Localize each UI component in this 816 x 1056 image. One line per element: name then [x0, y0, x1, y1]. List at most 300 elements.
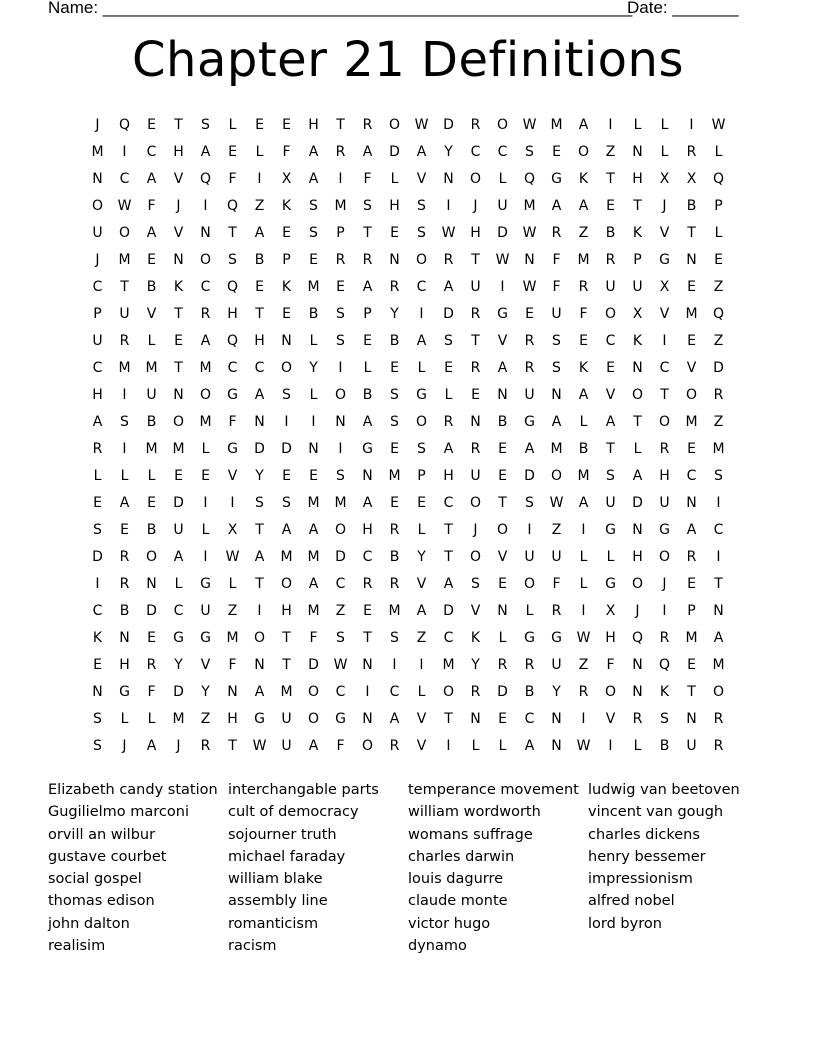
- grid-letter: B: [146, 279, 157, 295]
- grid-letter: E: [120, 522, 129, 538]
- grid-letter: R: [389, 522, 400, 538]
- grid-letter: B: [686, 198, 697, 214]
- grid-letter: R: [389, 738, 400, 754]
- grid-letter: R: [470, 441, 481, 457]
- grid-letter: M: [334, 495, 347, 511]
- grid-letter: M: [307, 495, 320, 511]
- word-list-item: vincent van gough: [588, 804, 724, 821]
- grid-letter: E: [390, 360, 399, 376]
- grid-letter: H: [470, 225, 481, 241]
- grid-letter: A: [254, 549, 265, 565]
- grid-letter: T: [282, 630, 291, 646]
- grid-letter: I: [419, 306, 424, 322]
- grid-letter: T: [687, 684, 696, 700]
- grid-letter: R: [524, 360, 535, 376]
- grid-letter: S: [336, 306, 345, 322]
- grid-letter: L: [201, 441, 210, 457]
- grid-letter: F: [606, 657, 615, 673]
- grid-letter: M: [91, 144, 104, 160]
- grid-letter: I: [122, 441, 127, 457]
- grid-letter: U: [605, 495, 616, 511]
- word-list-item: interchangable parts: [228, 782, 379, 798]
- grid-letter: A: [605, 414, 616, 430]
- grid-letter: T: [282, 657, 291, 673]
- word-list-column-2: [228, 779, 379, 957]
- grid-letter: E: [714, 252, 723, 268]
- grid-letter: E: [471, 387, 480, 403]
- grid-letter: K: [632, 333, 643, 349]
- grid-letter: K: [92, 630, 103, 646]
- grid-letter: O: [307, 684, 320, 700]
- grid-letter: A: [443, 576, 454, 592]
- grid-letter: Z: [578, 225, 589, 241]
- grid-letter: C: [524, 711, 535, 727]
- grid-letter: L: [417, 360, 426, 376]
- word-list-item: cult of democracy: [228, 804, 359, 821]
- grid-letter: L: [147, 333, 156, 349]
- grid-letter: I: [662, 603, 667, 619]
- grid-letter: T: [687, 225, 696, 241]
- grid-letter: A: [173, 549, 184, 565]
- grid-letter: B: [119, 603, 130, 619]
- grid-letter: C: [443, 630, 454, 646]
- grid-letter: N: [524, 252, 535, 268]
- grid-letter: T: [444, 522, 453, 538]
- grid-letter: J: [473, 198, 478, 214]
- grid-letter: R: [443, 252, 454, 268]
- grid-letter: E: [93, 657, 102, 673]
- grid-letter: N: [146, 576, 157, 592]
- grid-letter: C: [92, 279, 103, 295]
- word-list-item: romanticism: [228, 915, 319, 932]
- grid-letter: T: [255, 522, 264, 538]
- grid-letter: J: [176, 738, 181, 754]
- grid-letter: R: [632, 711, 643, 727]
- grid-letter: E: [606, 360, 615, 376]
- grid-letter: R: [335, 144, 346, 160]
- grid-letter: I: [230, 495, 235, 511]
- grid-letter: E: [525, 306, 534, 322]
- grid-letter: U: [524, 387, 535, 403]
- word-list-column-4: [588, 779, 740, 935]
- grid-letter: O: [118, 225, 131, 241]
- grid-letter: L: [579, 576, 588, 592]
- grid-letter: L: [201, 522, 210, 538]
- grid-letter: V: [659, 306, 670, 322]
- grid-letter: Q: [226, 279, 239, 295]
- grid-letter: U: [119, 306, 130, 322]
- grid-letter: P: [336, 225, 345, 241]
- grid-letter: L: [660, 117, 669, 133]
- grid-letter: N: [686, 495, 697, 511]
- grid-letter: A: [200, 144, 211, 160]
- grid-letter: C: [497, 144, 508, 160]
- word-list-item: sojourner truth: [228, 826, 337, 843]
- grid-letter: I: [662, 333, 667, 349]
- grid-letter: M: [118, 252, 131, 268]
- grid-letter: T: [660, 387, 669, 403]
- grid-letter: N: [173, 252, 184, 268]
- grid-letter: N: [254, 657, 265, 673]
- grid-letter: T: [174, 306, 183, 322]
- grid-letter: E: [147, 117, 156, 133]
- grid-letter: G: [524, 630, 535, 646]
- grid-letter: L: [525, 603, 534, 619]
- grid-letter: W: [225, 549, 240, 565]
- grid-letter: N: [254, 414, 265, 430]
- grid-letter: A: [200, 333, 211, 349]
- grid-letter: R: [578, 279, 589, 295]
- grid-letter: V: [497, 549, 508, 565]
- grid-letter: B: [578, 441, 589, 457]
- grid-letter: Z: [578, 657, 589, 673]
- grid-letter: O: [523, 576, 536, 592]
- grid-letter: L: [633, 738, 642, 754]
- grid-letter: R: [551, 603, 562, 619]
- grid-letter: I: [689, 117, 694, 133]
- grid-letter: C: [362, 549, 373, 565]
- word-list-column-3: [408, 779, 579, 957]
- grid-letter: W: [522, 225, 537, 241]
- grid-letter: M: [442, 657, 455, 673]
- grid-letter: M: [577, 252, 590, 268]
- word-list-item: henry bessemer: [588, 848, 706, 865]
- grid-letter: S: [417, 198, 426, 214]
- grid-letter: S: [552, 360, 561, 376]
- grid-letter: B: [389, 549, 400, 565]
- grid-letter: H: [362, 522, 373, 538]
- grid-letter: M: [550, 441, 563, 457]
- word-list-item: william wordworth: [408, 804, 541, 821]
- grid-letter: E: [390, 225, 399, 241]
- grid-letter: W: [333, 657, 348, 673]
- grid-letter: R: [119, 576, 130, 592]
- grid-letter: U: [470, 279, 481, 295]
- grid-letter: M: [550, 117, 563, 133]
- grid-letter: H: [389, 198, 400, 214]
- grid-letter: K: [632, 225, 643, 241]
- grid-letter: D: [497, 225, 508, 241]
- grid-letter: O: [442, 684, 455, 700]
- grid-letter: A: [578, 495, 589, 511]
- grid-letter: O: [172, 414, 185, 430]
- grid-letter: K: [578, 171, 589, 187]
- grid-letter: V: [173, 171, 184, 187]
- grid-letter: I: [716, 549, 721, 565]
- grid-letter: V: [227, 468, 238, 484]
- grid-letter: U: [146, 387, 157, 403]
- grid-letter: M: [280, 549, 293, 565]
- grid-letter: E: [147, 495, 156, 511]
- grid-letter: O: [334, 387, 347, 403]
- grid-letter: P: [687, 603, 696, 619]
- grid-letter: I: [608, 738, 613, 754]
- grid-letter: V: [605, 387, 616, 403]
- grid-letter: Y: [255, 468, 264, 484]
- grid-letter: M: [685, 414, 698, 430]
- grid-letter: E: [282, 306, 291, 322]
- grid-letter: E: [687, 576, 696, 592]
- grid-letter: E: [687, 441, 696, 457]
- grid-letter: O: [334, 522, 347, 538]
- grid-letter: G: [254, 711, 265, 727]
- grid-letter: L: [120, 711, 129, 727]
- grid-letter: R: [605, 252, 616, 268]
- grid-letter: E: [93, 495, 102, 511]
- grid-letter: M: [685, 630, 698, 646]
- word-list-item: impressionism: [588, 871, 693, 888]
- grid-letter: L: [498, 738, 507, 754]
- grid-letter: L: [147, 711, 156, 727]
- grid-letter: I: [581, 711, 586, 727]
- grid-letter: L: [228, 117, 237, 133]
- name-field-label: Name: ________________________________________________________: [48, 0, 633, 17]
- grid-letter: N: [632, 144, 643, 160]
- grid-letter: E: [201, 468, 210, 484]
- grid-letter: V: [200, 657, 211, 673]
- grid-letter: A: [524, 441, 535, 457]
- grid-letter: O: [469, 549, 482, 565]
- grid-letter: L: [255, 144, 264, 160]
- grid-letter: A: [578, 117, 589, 133]
- grid-letter: R: [335, 252, 346, 268]
- grid-letter: R: [686, 549, 697, 565]
- grid-letter: N: [497, 603, 508, 619]
- grid-letter: S: [390, 630, 399, 646]
- grid-letter: E: [498, 711, 507, 727]
- grid-letter: T: [363, 225, 372, 241]
- grid-letter: S: [390, 414, 399, 430]
- grid-letter: Q: [712, 306, 725, 322]
- grid-letter: H: [119, 657, 130, 673]
- grid-letter: W: [441, 225, 456, 241]
- grid-letter: P: [363, 306, 372, 322]
- grid-letter: E: [174, 333, 183, 349]
- grid-letter: R: [470, 306, 481, 322]
- grid-letter: U: [92, 333, 103, 349]
- grid-letter: P: [714, 198, 723, 214]
- grid-letter: S: [93, 711, 102, 727]
- grid-letter: F: [147, 684, 156, 700]
- grid-letter: Y: [174, 657, 183, 673]
- grid-letter: U: [686, 738, 697, 754]
- grid-letter: P: [93, 306, 102, 322]
- grid-letter: G: [551, 171, 562, 187]
- grid-letter: G: [227, 387, 238, 403]
- grid-letter: F: [552, 279, 561, 295]
- grid-letter: N: [362, 468, 373, 484]
- grid-letter: W: [576, 630, 591, 646]
- grid-letter: T: [120, 279, 129, 295]
- grid-letter: Y: [390, 306, 399, 322]
- grid-letter: O: [91, 198, 104, 214]
- grid-letter: L: [417, 522, 426, 538]
- grid-letter: B: [146, 414, 157, 430]
- grid-letter: T: [255, 576, 264, 592]
- grid-letter: Z: [200, 711, 211, 727]
- grid-letter: D: [497, 684, 508, 700]
- grid-letter: A: [416, 333, 427, 349]
- word-list-item: womans suffrage: [408, 826, 533, 843]
- grid-letter: N: [686, 252, 697, 268]
- grid-letter: T: [606, 441, 615, 457]
- grid-letter: A: [254, 684, 265, 700]
- grid-letter: S: [417, 225, 426, 241]
- grid-letter: O: [145, 549, 158, 565]
- grid-letter: N: [632, 684, 643, 700]
- grid-letter: J: [122, 738, 127, 754]
- grid-letter: A: [146, 738, 157, 754]
- grid-letter: S: [309, 225, 318, 241]
- grid-letter: S: [201, 117, 210, 133]
- grid-letter: K: [659, 684, 670, 700]
- grid-letter: Z: [605, 144, 616, 160]
- grid-letter: I: [419, 657, 424, 673]
- grid-letter: W: [711, 117, 726, 133]
- grid-letter: G: [200, 576, 211, 592]
- grid-letter: W: [495, 252, 510, 268]
- grid-letter: I: [446, 738, 451, 754]
- grid-letter: I: [527, 522, 532, 538]
- grid-letter: A: [119, 495, 130, 511]
- grid-letter: G: [524, 414, 535, 430]
- grid-letter: I: [581, 522, 586, 538]
- grid-letter: L: [498, 630, 507, 646]
- grid-letter: V: [416, 171, 427, 187]
- grid-letter: U: [551, 306, 562, 322]
- word-list-column-1: [48, 779, 218, 957]
- grid-letter: R: [686, 144, 697, 160]
- grid-letter: H: [281, 603, 292, 619]
- grid-letter: R: [713, 738, 724, 754]
- grid-letter: O: [577, 144, 590, 160]
- grid-letter: L: [498, 171, 507, 187]
- grid-letter: N: [632, 657, 643, 673]
- grid-letter: O: [685, 387, 698, 403]
- grid-letter: F: [336, 738, 345, 754]
- grid-letter: A: [443, 441, 454, 457]
- grid-letter: T: [498, 495, 507, 511]
- grid-letter: P: [633, 252, 642, 268]
- grid-letter: M: [172, 441, 185, 457]
- grid-letter: N: [200, 225, 211, 241]
- grid-letter: Y: [444, 144, 453, 160]
- grid-letter: Z: [713, 279, 724, 295]
- word-list-item: louis dagurre: [408, 871, 504, 888]
- grid-letter: R: [119, 333, 130, 349]
- grid-letter: I: [581, 603, 586, 619]
- grid-letter: W: [117, 198, 132, 214]
- grid-letter: I: [392, 657, 397, 673]
- grid-letter: F: [309, 630, 318, 646]
- grid-letter: M: [118, 360, 131, 376]
- grid-letter: G: [173, 630, 184, 646]
- grid-letter: Y: [201, 684, 210, 700]
- grid-letter: U: [551, 657, 562, 673]
- grid-letter: J: [95, 117, 100, 133]
- grid-letter: A: [551, 414, 562, 430]
- word-list-item: Gugilielmo marconi: [48, 804, 189, 821]
- grid-letter: Q: [523, 171, 536, 187]
- grid-letter: R: [362, 252, 373, 268]
- grid-letter: Q: [631, 630, 644, 646]
- grid-letter: S: [363, 198, 372, 214]
- grid-letter: J: [662, 198, 667, 214]
- grid-letter: S: [336, 468, 345, 484]
- grid-letter: Q: [226, 333, 239, 349]
- grid-letter: T: [444, 711, 453, 727]
- grid-letter: E: [336, 279, 345, 295]
- grid-letter: I: [338, 171, 343, 187]
- grid-letter: R: [713, 711, 724, 727]
- grid-letter: E: [417, 495, 426, 511]
- grid-letter: C: [227, 360, 238, 376]
- grid-letter: A: [524, 738, 535, 754]
- grid-letter: M: [145, 360, 158, 376]
- grid-letter: U: [632, 279, 643, 295]
- grid-letter: L: [471, 738, 480, 754]
- grid-letter: D: [632, 495, 643, 511]
- grid-letter: C: [686, 468, 697, 484]
- grid-letter: Q: [118, 117, 131, 133]
- grid-letter: N: [497, 387, 508, 403]
- grid-letter: A: [578, 198, 589, 214]
- grid-letter: M: [307, 549, 320, 565]
- grid-letter: E: [309, 468, 318, 484]
- word-list-item: dynamo: [408, 938, 467, 955]
- grid-letter: M: [199, 414, 212, 430]
- grid-letter: L: [93, 468, 102, 484]
- word-list-item: racism: [228, 938, 277, 955]
- grid-letter: E: [282, 225, 291, 241]
- grid-letter: A: [146, 225, 157, 241]
- grid-letter: I: [311, 414, 316, 430]
- grid-letter: S: [714, 468, 723, 484]
- grid-letter: F: [579, 306, 588, 322]
- grid-letter: A: [308, 522, 319, 538]
- grid-letter: L: [228, 576, 237, 592]
- grid-letter: W: [522, 279, 537, 295]
- grid-letter: N: [92, 171, 103, 187]
- grid-letter: L: [579, 549, 588, 565]
- grid-letter: O: [550, 468, 563, 484]
- word-list-item: realisim: [48, 938, 106, 955]
- grid-letter: L: [390, 171, 399, 187]
- word-list-item: social gospel: [48, 871, 142, 888]
- grid-letter: I: [365, 684, 370, 700]
- grid-letter: O: [199, 387, 212, 403]
- grid-letter: S: [606, 468, 615, 484]
- grid-letter: R: [497, 657, 508, 673]
- grid-letter: E: [309, 252, 318, 268]
- grid-letter: G: [416, 387, 427, 403]
- grid-letter: E: [147, 630, 156, 646]
- grid-letter: C: [146, 144, 157, 160]
- grid-letter: C: [659, 360, 670, 376]
- word-list-item: claude monte: [408, 893, 508, 910]
- grid-letter: R: [470, 684, 481, 700]
- grid-letter: E: [444, 360, 453, 376]
- grid-letter: D: [335, 549, 346, 565]
- grid-letter: G: [362, 441, 373, 457]
- grid-letter: S: [93, 738, 102, 754]
- grid-letter: I: [257, 171, 262, 187]
- grid-letter: T: [174, 360, 183, 376]
- grid-letter: V: [470, 603, 481, 619]
- grid-letter: J: [635, 603, 640, 619]
- grid-letter: I: [608, 117, 613, 133]
- grid-letter: R: [200, 306, 211, 322]
